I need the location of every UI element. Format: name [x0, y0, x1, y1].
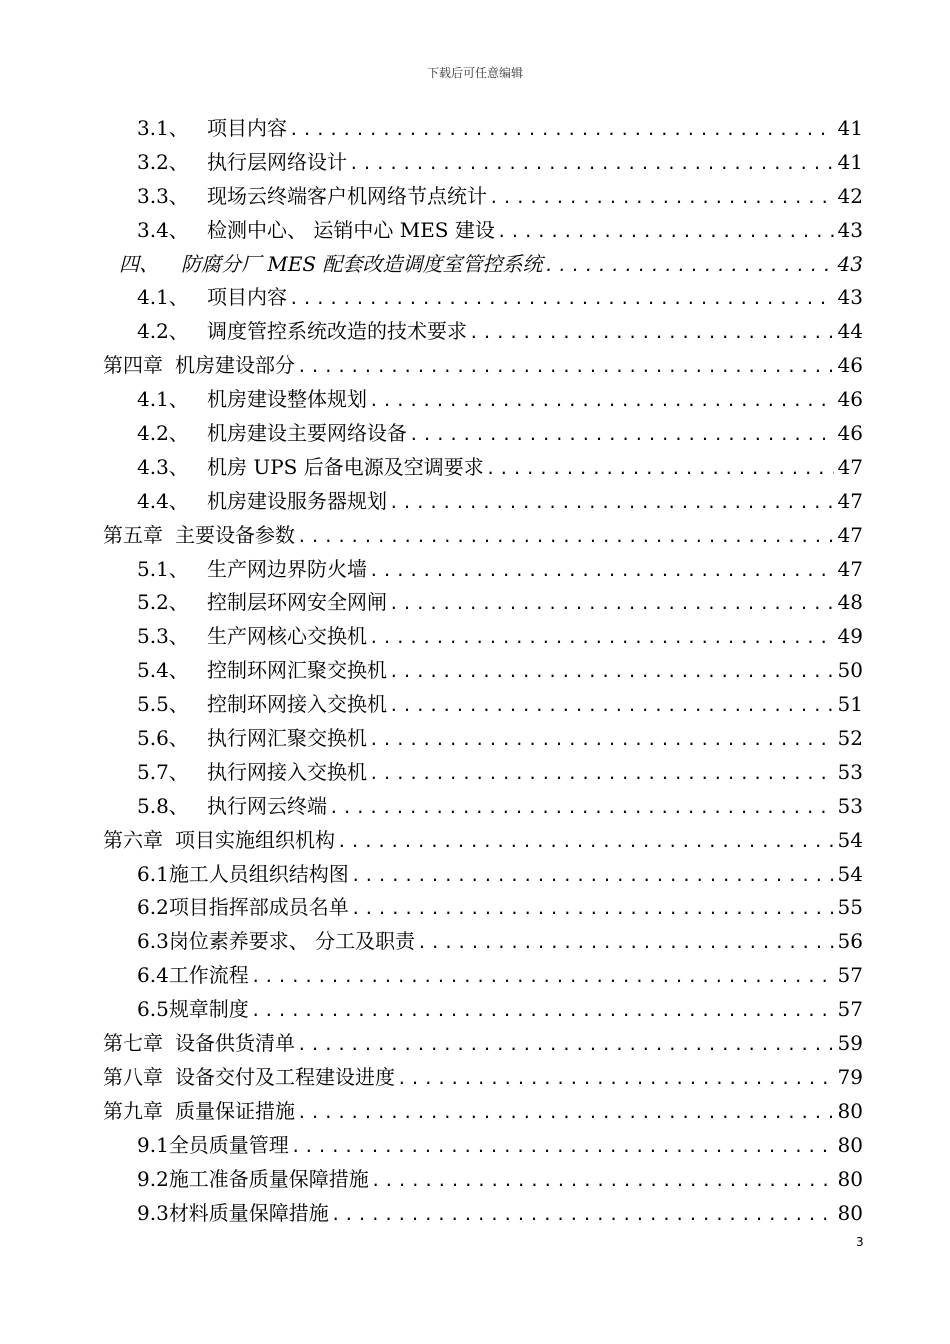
toc-entry-title: 规章制度 — [168, 997, 249, 1022]
toc-chapter-title: 设备供货清单 — [175, 1031, 295, 1056]
toc-entry-title: 机房建设服务器规划 — [207, 488, 387, 513]
toc-entry-page: 47 — [837, 556, 863, 581]
toc-entry-number: 4.4、 — [137, 488, 189, 513]
toc-entry-number: 6.2 — [137, 895, 169, 920]
toc-chapter-title: 项目实施组织机构 — [175, 827, 335, 852]
toc-entry[interactable] — [103, 485, 863, 519]
toc-dot-leader — [335, 825, 834, 858]
toc-dot-leader — [349, 892, 834, 925]
toc-entry-number: 3.1、 — [137, 116, 189, 140]
toc-entry-page: 48 — [837, 590, 863, 615]
toc-chapter[interactable] — [103, 349, 863, 383]
toc-entry-page: 43 — [837, 285, 863, 310]
toc-entry[interactable] — [103, 722, 863, 756]
toc-dot-leader — [367, 384, 834, 417]
toc-entry-title: 控制层环网安全网闸 — [207, 590, 387, 615]
toc-dot-leader — [387, 486, 834, 519]
toc-entry-number: 5.2、 — [137, 590, 189, 615]
toc-entry-number: 4.1、 — [137, 387, 189, 412]
toc-dot-leader — [367, 723, 834, 756]
toc-entry-title: 机房建设主要网络设备 — [207, 421, 407, 446]
toc-entry[interactable] — [103, 383, 863, 417]
toc-entry-number: 4.3、 — [137, 454, 189, 479]
toc-entry[interactable] — [103, 1163, 863, 1197]
toc-chapter-number: 第七章 — [103, 1031, 163, 1056]
toc-entry-title: 调度管控系统改造的技术要求 — [207, 319, 467, 344]
toc-entry[interactable] — [103, 315, 863, 349]
toc-entry-title: 控制环网接入交换机 — [207, 692, 387, 717]
toc-entry[interactable] — [103, 417, 863, 451]
toc-entry-title: 材料质量保障措施 — [168, 1200, 329, 1225]
toc-entry[interactable] — [103, 993, 863, 1027]
toc-entry-title: 执行网接入交换机 — [207, 759, 367, 784]
toc-entry[interactable] — [103, 756, 863, 790]
toc-dot-leader — [287, 282, 834, 315]
toc-entry-page: 46 — [837, 421, 863, 446]
toc-chapter-page: 54 — [837, 827, 863, 852]
toc-entry-page: 80 — [837, 1132, 863, 1157]
toc-entry-title: 项目内容 — [207, 285, 287, 310]
toc-dot-leader — [367, 757, 834, 790]
toc-dot-leader — [367, 621, 834, 654]
toc-entry-title: 执行网汇聚交换机 — [207, 726, 367, 751]
toc-dot-leader — [495, 215, 834, 248]
toc-entry-page: 47 — [837, 454, 863, 479]
toc-entry-title: 项目内容 — [207, 116, 287, 140]
toc-entry-page: 41 — [837, 149, 863, 174]
toc-entry-number: 6.4 — [137, 963, 169, 988]
toc-entry-page: 41 — [837, 116, 863, 140]
toc-entry-page: 43 — [837, 251, 863, 276]
toc-entry-title: 生产网边界防火墙 — [207, 556, 367, 581]
toc-entry-title: 生产网核心交换机 — [207, 624, 367, 649]
toc-entry-page: 80 — [837, 1200, 863, 1225]
toc-dot-leader — [367, 554, 834, 587]
toc-dot-leader — [395, 1062, 834, 1095]
toc-chapter-page: 47 — [837, 522, 863, 547]
toc-chapter-page: 59 — [837, 1031, 863, 1056]
toc-entry[interactable] — [103, 959, 863, 993]
toc-dot-leader — [287, 113, 834, 146]
toc-entry-number: 5.7、 — [137, 759, 189, 784]
toc-entry-title: 项目指挥部成员名单 — [168, 895, 349, 920]
toc-dot-leader — [467, 316, 834, 349]
toc-entry-page: 42 — [837, 183, 863, 208]
toc-chapter-number: 第六章 — [103, 827, 163, 852]
toc-dot-leader — [484, 452, 834, 485]
toc-entry[interactable] — [103, 891, 863, 925]
toc-dot-leader — [407, 418, 834, 451]
toc-entry[interactable] — [103, 620, 863, 654]
toc-entry-page: 43 — [837, 217, 863, 242]
toc-entry-number: 6.1 — [137, 861, 169, 886]
toc-entry-page: 57 — [837, 963, 863, 988]
toc-entry-title: 机房建设整体规划 — [207, 387, 367, 412]
toc-chapter-page: 79 — [837, 1064, 863, 1089]
toc-chapter[interactable] — [103, 1061, 863, 1095]
toc-entry[interactable] — [103, 586, 863, 620]
toc-entry-page: 47 — [837, 488, 863, 513]
toc-entry-title: 施工人员组织结构图 — [168, 861, 349, 886]
toc-chapter-page: 80 — [837, 1098, 863, 1123]
toc-dot-leader — [289, 1130, 834, 1163]
toc-dot-leader — [295, 1028, 834, 1061]
toc-entry-number: 4.2、 — [137, 319, 189, 344]
toc-entry-number: 4.1、 — [137, 285, 189, 310]
toc-entry-number: 四、 — [119, 251, 159, 276]
table-of-contents — [103, 112, 863, 1230]
toc-dot-leader — [295, 520, 834, 553]
toc-entry-page: 54 — [837, 861, 863, 886]
toc-entry-title: 现场云终端客户机网络节点统计 — [207, 183, 487, 208]
toc-entry-title: 工作流程 — [168, 963, 249, 988]
toc-dot-leader — [387, 655, 834, 688]
toc-chapter-title: 机房建设部分 — [175, 353, 295, 378]
toc-entry[interactable] — [103, 1129, 863, 1163]
toc-entry-number: 9.3 — [137, 1200, 169, 1225]
toc-entry-title: 全员质量管理 — [168, 1132, 289, 1157]
toc-dot-leader — [295, 350, 834, 383]
toc-chapter-number: 第四章 — [103, 353, 163, 378]
toc-entry-number: 9.2 — [137, 1166, 169, 1191]
toc-dot-leader — [387, 689, 834, 722]
toc-chapter-page: 46 — [837, 353, 863, 378]
toc-entry-page: 52 — [837, 726, 863, 751]
toc-entry[interactable] — [103, 112, 863, 146]
toc-dot-leader — [349, 859, 834, 892]
toc-chapter[interactable] — [103, 1095, 863, 1129]
toc-entry[interactable] — [103, 248, 863, 282]
toc-entry-number: 5.5、 — [137, 692, 189, 717]
toc-chapter[interactable] — [103, 1027, 863, 1061]
toc-entry-number: 5.3、 — [137, 624, 189, 649]
toc-entry[interactable] — [103, 688, 863, 722]
toc-entry-page: 51 — [837, 692, 863, 717]
toc-dot-leader — [415, 926, 833, 959]
toc-entry-page: 46 — [837, 387, 863, 412]
toc-entry-title: 防腐分厂 MES 配套改造调度室管控系统 — [181, 251, 543, 276]
toc-entry-page: 56 — [837, 929, 863, 954]
toc-entry-page: 49 — [837, 624, 863, 649]
toc-entry[interactable] — [103, 790, 863, 824]
toc-chapter[interactable] — [103, 824, 863, 858]
toc-entry[interactable] — [103, 1197, 863, 1231]
toc-entry-title: 施工准备质量保障措施 — [168, 1166, 369, 1191]
toc-entry-number: 5.4、 — [137, 658, 189, 683]
toc-entry-title: 机房 UPS 后备电源及空调要求 — [207, 454, 484, 479]
toc-entry-number: 5.6、 — [137, 726, 189, 751]
toc-dot-leader — [249, 960, 834, 993]
toc-dot-leader — [347, 147, 834, 180]
toc-entry-number: 5.1、 — [137, 556, 189, 581]
toc-entry[interactable] — [103, 146, 863, 180]
toc-entry-page: 57 — [837, 997, 863, 1022]
toc-entry-title: 检测中心、 运销中心 MES 建设 — [207, 217, 495, 242]
toc-dot-leader — [329, 1198, 834, 1231]
toc-dot-leader — [487, 181, 834, 214]
toc-entry[interactable] — [103, 214, 863, 248]
toc-entry-number: 3.4、 — [137, 217, 189, 242]
toc-entry[interactable] — [103, 553, 863, 587]
page-number: 3 — [856, 1235, 864, 1249]
toc-entry-number: 5.8、 — [137, 793, 189, 818]
toc-entry-page: 44 — [837, 319, 863, 344]
toc-entry-title: 岗位素养要求、 分工及职责 — [168, 929, 416, 954]
toc-entry[interactable] — [103, 180, 863, 214]
toc-entry-title: 执行网云终端 — [207, 793, 327, 818]
toc-entry-page: 53 — [837, 793, 863, 818]
toc-dot-leader — [369, 1164, 834, 1197]
toc-chapter-number: 第八章 — [103, 1064, 163, 1089]
toc-entry-number: 9.1 — [137, 1132, 169, 1157]
toc-entry-title: 执行层网络设计 — [207, 149, 347, 174]
toc-chapter[interactable] — [103, 519, 863, 553]
toc-entry[interactable] — [103, 451, 863, 485]
toc-entry-page: 50 — [837, 658, 863, 683]
toc-entry-title: 控制环网汇聚交换机 — [207, 658, 387, 683]
toc-chapter-title: 设备交付及工程建设进度 — [175, 1064, 395, 1089]
toc-chapter-title: 质量保证措施 — [175, 1098, 295, 1123]
toc-entry-number: 6.3 — [137, 929, 169, 954]
toc-entry-page: 80 — [837, 1166, 863, 1191]
toc-chapter-title: 主要设备参数 — [175, 522, 295, 547]
header-note: 下载后可任意编辑 — [426, 66, 523, 80]
toc-entry[interactable] — [103, 654, 863, 688]
toc-dot-leader — [249, 994, 834, 1027]
toc-dot-leader — [295, 1096, 834, 1129]
toc-entry-page: 53 — [837, 759, 863, 784]
toc-entry-number: 6.5 — [137, 997, 169, 1022]
toc-entry[interactable] — [103, 858, 863, 892]
toc-entry-number: 3.3、 — [137, 183, 189, 208]
toc-dot-leader — [387, 587, 834, 620]
toc-entry-number: 3.2、 — [137, 149, 189, 174]
toc-chapter-number: 第五章 — [103, 522, 163, 547]
toc-entry-number: 4.2、 — [137, 421, 189, 446]
toc-dot-leader — [543, 249, 834, 282]
toc-entry[interactable] — [103, 281, 863, 315]
toc-entry[interactable] — [103, 925, 863, 959]
toc-entry-page: 55 — [837, 895, 863, 920]
toc-dot-leader — [327, 791, 834, 824]
toc-chapter-number: 第九章 — [103, 1098, 163, 1123]
